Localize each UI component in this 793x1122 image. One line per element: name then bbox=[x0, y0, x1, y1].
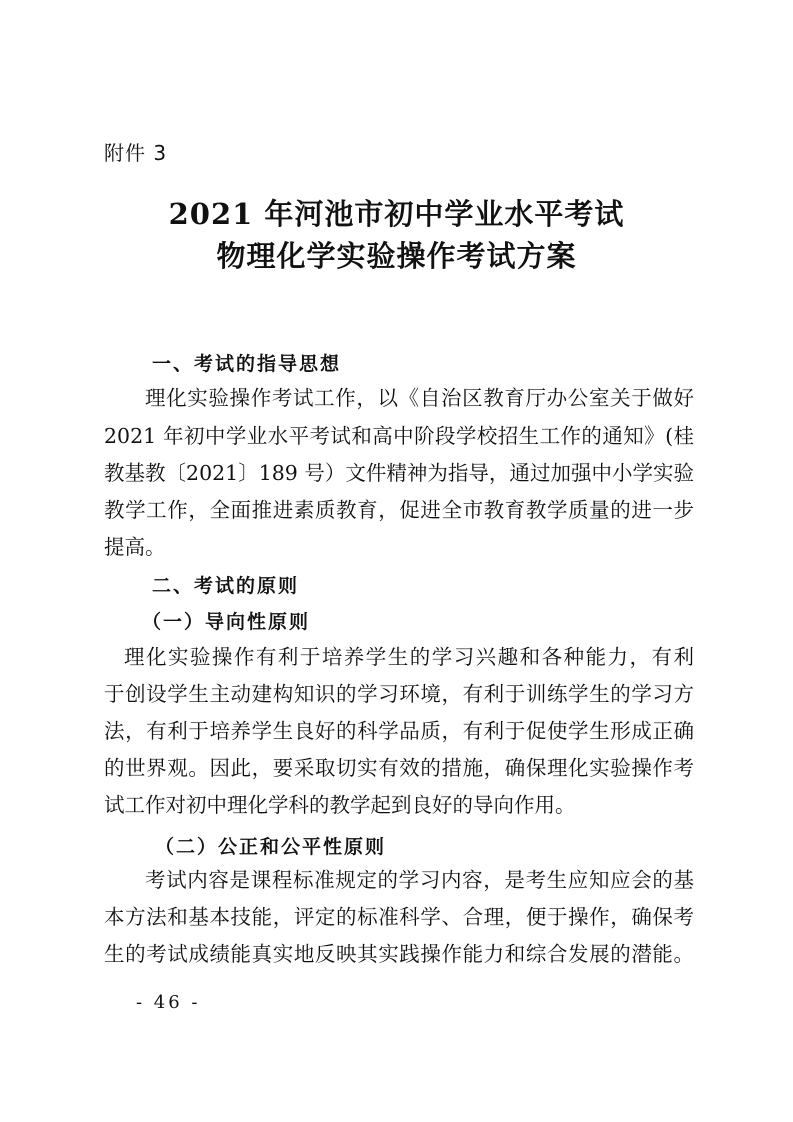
paragraph-line: 理化实验操作有利于培养学生的学习兴趣和各种能力，有利 bbox=[124, 645, 694, 669]
paragraph-line: 的世界观。因此，要采取切实有效的措施，确保理化实验操作考 bbox=[104, 756, 694, 780]
attachment-label: 附件 3 bbox=[104, 141, 168, 165]
paragraph-line: 教学工作，全面推进素质教育，促进全市教育教学质量的进一步 bbox=[104, 498, 694, 522]
subsection-2-heading: （二）公正和公平性原则 bbox=[155, 836, 387, 858]
subsection-1-heading: （一）导向性原则 bbox=[142, 611, 311, 633]
paragraph-line: 教基教〔2021〕189 号）文件精神为指导，通过加强中小学实验 bbox=[104, 461, 694, 485]
paragraph-line: 于创设学生主动建构知识的学习环境，有利于训练学生的学习方 bbox=[104, 682, 694, 706]
paragraph-line: 理化实验操作考试工作，以《自治区教育厅办公室关于做好 bbox=[145, 386, 694, 410]
document-title-line-2: 物理化学实验操作考试方案 bbox=[216, 239, 577, 273]
page-number: - 46 - bbox=[136, 992, 201, 1013]
paragraph-line: 法，有利于培养学生良好的科学品质，有利于促使学生形成正确 bbox=[104, 719, 694, 743]
paragraph-line: 2021 年初中学业水平考试和高中阶段学校招生工作的通知》(桂 bbox=[104, 424, 694, 448]
paragraph-line: 生的考试成绩能真实地反映其实践操作能力和综合发展的潜能。 bbox=[104, 942, 694, 966]
paragraph-line: 本方法和基本技能，评定的标准科学、合理，便于操作，确保考 bbox=[104, 905, 694, 929]
paragraph-line: 考试内容是课程标准规定的学习内容，是考生应知应会的基 bbox=[145, 868, 694, 892]
section-1-heading: 一、考试的指导思想 bbox=[152, 353, 342, 375]
document-title-line-1: 2021 年河池市初中学业水平考试 bbox=[168, 197, 625, 231]
section-2-heading: 二、考试的原则 bbox=[152, 575, 300, 597]
paragraph-line: 提高。 bbox=[104, 535, 166, 559]
paragraph-line: 试工作对初中理化学科的教学起到良好的导向作用。 bbox=[104, 793, 576, 817]
